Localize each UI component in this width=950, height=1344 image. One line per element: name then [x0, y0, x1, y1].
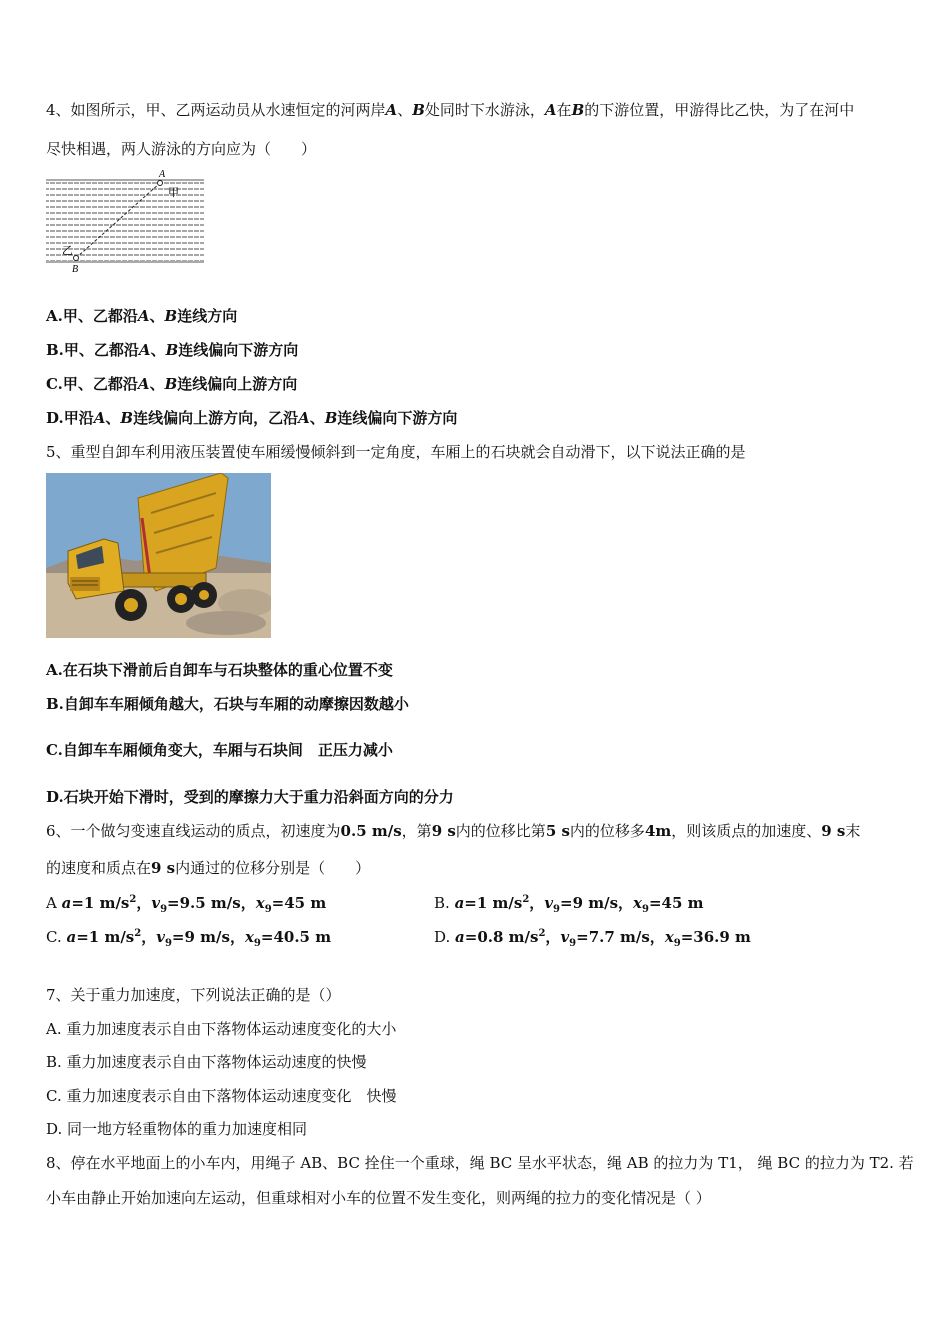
q4-stem-line1: 4、如图所示，甲、乙两运动员从水速恒定的河两岸A、B处同时下水游泳，A在B的下游位置，甲游得比乙快，为了在河中: [46, 101, 855, 119]
q4-stem-line2: 尽快相遇，两人游泳的方向应为（ ）: [46, 140, 317, 158]
q7-option-c: C. 重力加速度表示自由下落物体运动速度变化 快慢: [46, 1087, 397, 1105]
q5-option-b: B.自卸车车厢倾角越大，石块与车厢的动摩擦因数越小: [46, 695, 409, 713]
river-diagram: [46, 168, 206, 276]
q5-option-c: C.自卸车车厢倾角变大，车厢与石块间 正压力减小: [46, 741, 393, 759]
q4-option-a: A.甲、乙都沿A、B连线方向: [46, 307, 238, 325]
label-b: B: [72, 264, 79, 275]
q8-stem-line1: 8、停在水平地面上的小车内，用绳子 AB、BC 拴住一个重球，绳 BC 呈水平状态，绳 AB 的拉力为 T1， 绳 BC 的拉力为 T2. 若: [46, 1154, 914, 1172]
q6-stem-line1: 6、一个做匀变速直线运动的质点，初速度为0.5 m/s，第9 s内的位移比第5 s内的位移多4m，则该质点的加速度、9 s末: [46, 822, 861, 840]
q5-option-d: D.石块开始下滑时，受到的摩擦力大于重力沿斜面方向的分力: [46, 788, 454, 806]
q6-option-a: A a=1 $m/s^2$，$v_9=9.5$ m/s，$x_9=45$ m: [46, 894, 327, 915]
point-b-marker: [74, 256, 79, 261]
q6-option-d: D. a=0.8 $m/s^2$，$v_9=7.7$ m/s，$x_9=36.9$ m: [434, 928, 751, 949]
q6-stem-line2: 的速度和质点在9 s内通过的位移分别是（ ）: [46, 859, 371, 877]
q5-option-a: A.在石块下滑前后自卸车与石块整体的重心位置不变: [46, 661, 393, 679]
q4-option-d: D.甲沿A、B连线偏向上游方向，乙沿A、B连线偏向下游方向: [46, 409, 458, 427]
label-a: A: [159, 169, 166, 180]
q4-option-b: B.甲、乙都沿A、B连线偏向下游方向: [46, 341, 299, 359]
q7-stem: 7、关于重力加速度，下列说法正确的是（）: [46, 986, 341, 1004]
q4-option-c: C.甲、乙都沿A、B连线偏向上游方向: [46, 375, 298, 393]
q6-option-b: B. a=1 $m/s^2$，$v_9=9$ m/s，$x_9=45$ m: [434, 894, 704, 915]
label-yi: 乙: [62, 244, 73, 257]
q7-option-b: B. 重力加速度表示自由下落物体运动速度的快慢: [46, 1053, 367, 1071]
q6-option-c: C. a=1 $m/s^2$，$v_9=9$ m/s，$x_9=40.5$ m: [46, 928, 332, 949]
point-a-marker: [158, 181, 163, 186]
dump-truck-photo: [46, 473, 271, 638]
q5-stem: 5、重型自卸车利用液压装置使车厢缓慢倾斜到一定角度，车厢上的石块就会自动滑下，以下说法正确的是: [46, 443, 746, 461]
q7-option-d: D. 同一地方轻重物体的重力加速度相同: [46, 1120, 308, 1138]
q8-stem-line2: 小车由静止开始加速向左运动，但重球相对小车的位置不发生变化，则两绳的拉力的变化情况是（ ）: [46, 1189, 711, 1207]
q7-option-a: A. 重力加速度表示自由下落物体运动速度变化的大小: [46, 1020, 397, 1038]
label-jia: 甲: [168, 186, 179, 199]
